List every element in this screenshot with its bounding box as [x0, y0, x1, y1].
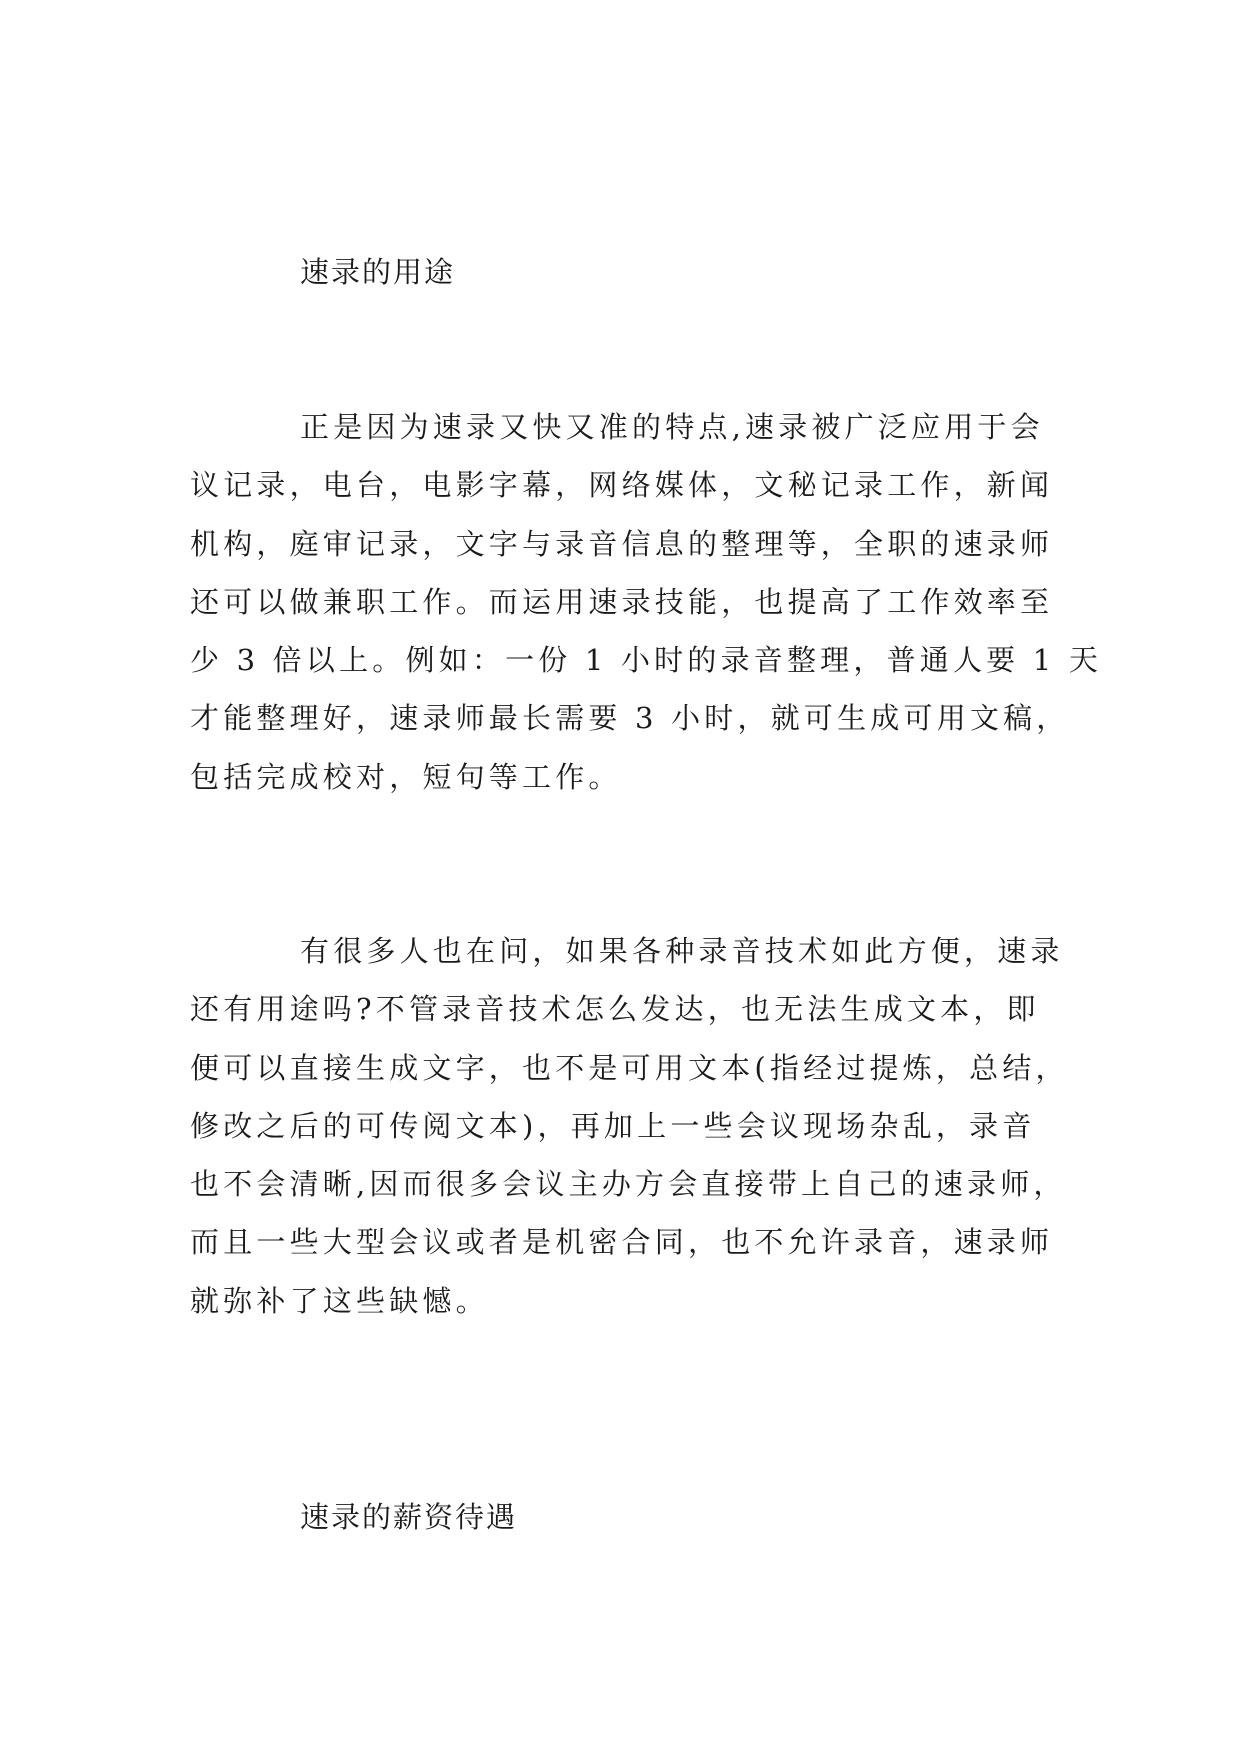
- paragraph-line: 包括完成校对，短句等工作。: [190, 759, 622, 794]
- paragraph-line: 还可以做兼职工作。而运用速录技能，也提高了工作效率至: [190, 584, 1054, 619]
- paragraph-line: 也不会清晰,因而很多会议主办方会直接带上自己的速录师，: [190, 1167, 1067, 1202]
- paragraph-line: 便可以直接生成文字，也不是可用文本(指经过提炼，总结，: [190, 1050, 1069, 1085]
- paragraph-uses: [190, 398, 1103, 806]
- paragraph-line: 就弥补了这些缺憾。: [190, 1283, 489, 1318]
- paragraph-line: 正是因为速录又快又准的特点,速录被广泛应用于会: [300, 410, 1044, 444]
- paragraph-line: 议记录，电台，电影字幕，网络媒体，文秘记录工作，新闻: [190, 468, 1054, 503]
- paragraph-line: 才能整理好，速录师最长需要 3 小时，就可生成可用文稿，: [190, 701, 1070, 736]
- paragraph-line: 而且一些大型会议或者是机密合同，也不允许录音，速录师: [190, 1225, 1054, 1260]
- paragraph-line: 还有用途吗?不管录音技术怎么发达，也无法生成文本，即: [190, 992, 1040, 1027]
- paragraph-line: 有很多人也在问，如果各种录音技术如此方便，速录: [300, 934, 1064, 968]
- paragraph-line: 少 3 倍以上。例如：一份 1 小时的录音整理，普通人要 1 天: [190, 643, 1103, 678]
- paragraph-recording-question: [190, 922, 1069, 1330]
- paragraph-line: 修改之后的可传阅文本)，再加上一些会议现场杂乱，录音: [190, 1108, 1036, 1143]
- section-heading-uses: 速录的用途: [300, 255, 456, 289]
- section-heading-salary: 速录的薪资待遇: [300, 1500, 518, 1534]
- paragraph-line: 机构，庭审记录，文字与录音信息的整理等，全职的速录师: [190, 526, 1054, 561]
